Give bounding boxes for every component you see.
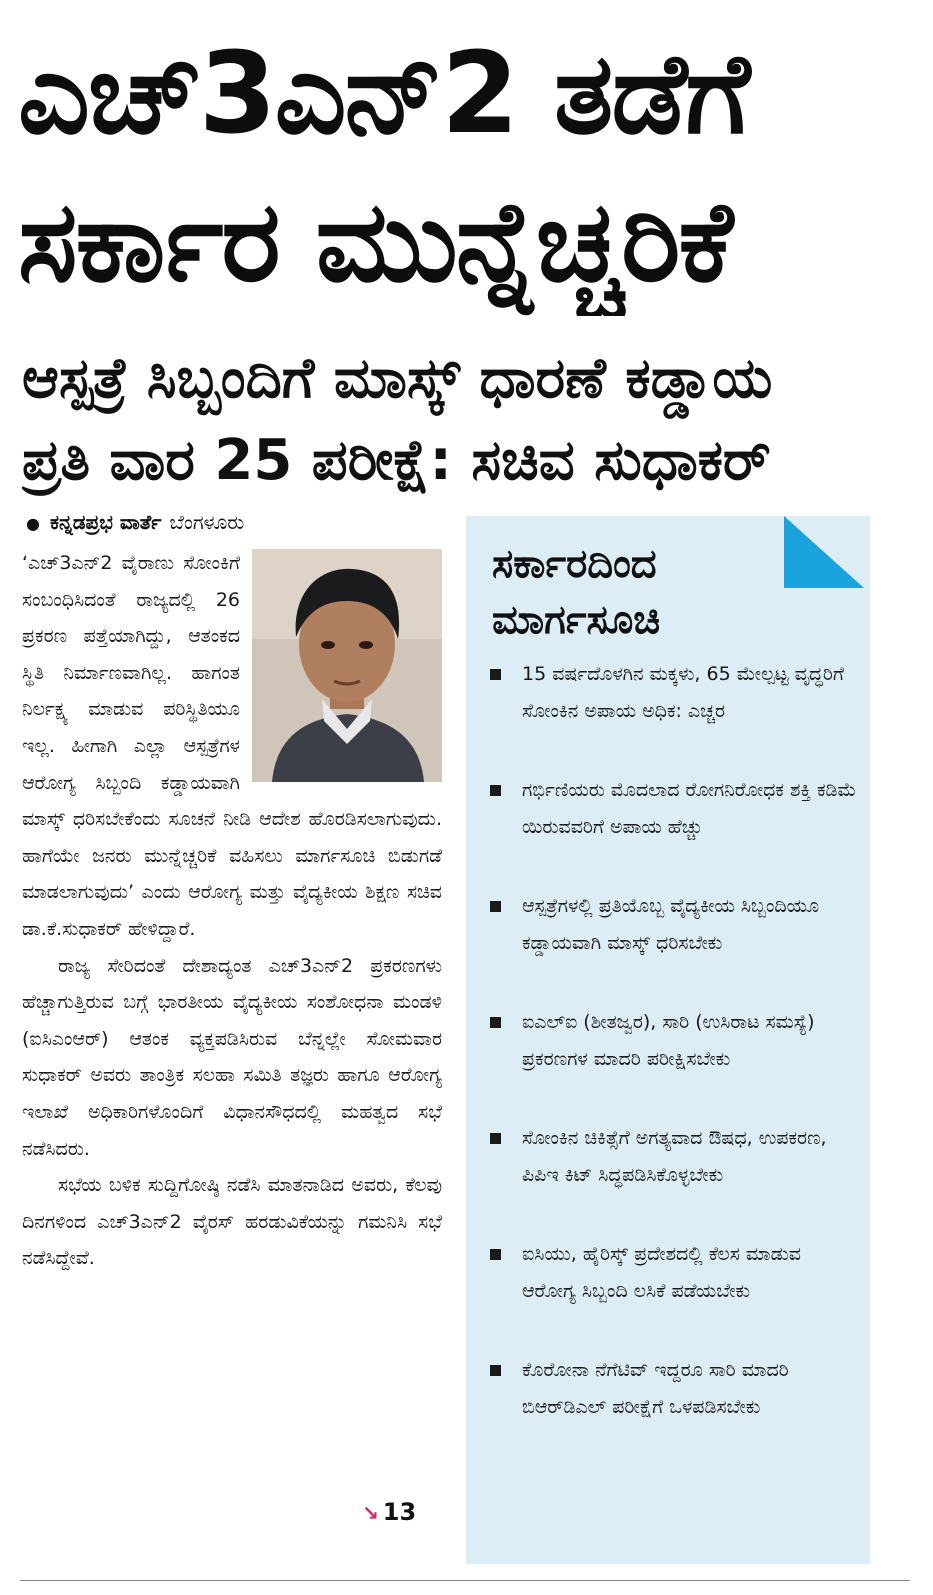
guideline-item (490, 772, 860, 882)
square-bullet-icon (490, 1249, 501, 1260)
byline (26, 508, 446, 538)
article-paragraph-3: ಸಭೆಯ ಬಳಿಕ ಸುದ್ದಿಗೋಷ್ಠಿ ನಡೆಸಿ ಮಾತನಾಡಿದ ಅವರು, ಕೆಲವು ದಿನಗಳಿಂದ ಎಚ್3ಎನ್2 ವೈರಸ್ ಹರಡುವಿಕೆಯನ್ನು ಗಮನಿಸಿ ಸಭೆ ನಡೆಸಿದ್ದೇವೆ. (22, 1174, 442, 1270)
square-bullet-icon (490, 1133, 501, 1144)
guideline-text: ಐಸಿಯು, ಹೈರಿಸ್ಕ್ ಪ್ರದೇಶದಲ್ಲಿ ಕೆಲಸ ಮಾಡುವ ಆರೋಗ್ಯ ಸಿಬ್ಬಂದಿ ಲಸಿಕೆ ಪಡೆಯಬೇಕು (522, 1243, 801, 1302)
guideline-text: ಗರ್ಭಿಣಿಯರು ಮೊದಲಾದ ರೋಗನಿರೋಧಕ ಶಕ್ತಿ ಕಡಿಮೆ ಯಿರುವವರಿಗೆ ಅಪಾಯ ಹೆಚ್ಚು (522, 779, 857, 838)
guideline-text: ಕೊರೋನಾ ನೆಗೆಟಿವ್ ಇದ್ದರೂ ಸಾರಿ ಮಾದರಿ ಬಿಆರ್‌ಡಿಎಲ್ ಪರೀಕ್ಷೆಗೆ ಒಳಪಡಿಸಬೇಕು (522, 1359, 789, 1418)
guideline-item (490, 656, 860, 766)
arrow-icon: ↘ (362, 1501, 379, 1525)
guidelines-title: ಸರ್ಕಾರದಿಂದ ಮಾರ್ಗಸೂಚಿ (492, 541, 661, 643)
guideline-text: ಆಸ್ಪತ್ರೆಗಳಲ್ಲಿ ಪ್ರತಿಯೊಬ್ಬ ವೈದ್ಯಕೀಯ ಸಿಬ್ಬಂದಿಯೂ ಕಡ್ಡಾಯವಾಗಿ ಮಾಸ್ಕ್ ಧರಿಸಬೇಕು (522, 895, 820, 954)
square-bullet-icon (490, 1017, 501, 1028)
subheadline (22, 338, 922, 502)
square-bullet-icon (490, 901, 501, 912)
article-paragraph-1: ‘ಎಚ್3ಎನ್2 ವೈರಾಣು ಸೋಂಕಿಗೆ ಸಂಬಂಧಿಸಿದಂತೆ ರಾಜ್ಯದಲ್ಲಿ 26 ಪ್ರಕರಣ ಪತ್ತೆಯಾಗಿದ್ದು, ಆತಂಕದ ಸ್ಥಿತಿ ನಿರ್ಮಾಣವಾಗಿಲ್ಲ. ಹಾಗಂತ ನಿರ್ಲಕ್ಷ್ಯ ಮಾಡುವ ಪರಿಸ್ಥಿತಿಯೂ ಇಲ್ಲ. ಹೀಗಾಗಿ ಎಲ್ಲಾ ಆಸ್ಪತ್ರೆಗಳ ಆರೋಗ್ಯ ಸಿಬ್ಬಂದಿ ಕಡ್ಡಾಯವಾಗಿ ಮಾಸ್ಕ್ ಧರಿಸಬೇಕೆಂದು ಸೂಚನೆ ನೀಡಿ ಆದೇಶ ಹೊರಡಿಸಲಾಗುವುದು. ಹಾಗೆಯೇ ಜನರು ಮುನ್ನೆಚ್ಚರಿಕೆ ವಹಿಸಲು ಮಾರ್ಗಸೂಚಿ ಬಿಡುಗಡೆ ಮಾಡಲಾಗುವುದು’ ಎಂದು ಆರೋಗ್ಯ ಮತ್ತು ವೈದ್ಯಕೀಯ ಶಿಕ್ಷಣ ಸಚಿವ ಡಾ.ಕೆ.ಸುಧಾಕರ್ ಹೇಳಿದ್ದಾರೆ. (22, 552, 442, 940)
headline-line-1: ಎಚ್3ಎನ್2 ತಡೆಗೆ (18, 29, 749, 159)
guideline-item (490, 1004, 860, 1114)
byline-place: ಬೆಂಗಳೂರು (169, 510, 245, 534)
bottom-divider (20, 1580, 910, 1581)
person-portrait-icon (252, 549, 442, 782)
guideline-item (490, 1236, 860, 1346)
guidelines-list (490, 656, 860, 1468)
continued-page-number: 13 (382, 1498, 417, 1526)
guidelines-box (466, 516, 870, 1564)
headline-line-2: ಸರ್ಕಾರ ಮುನ್ನೆಚ್ಚರಿಕೆ (18, 177, 732, 307)
guideline-item (490, 1352, 860, 1462)
continued-on-page (362, 1498, 416, 1526)
square-bullet-icon (490, 1365, 501, 1376)
guideline-item (490, 1120, 860, 1230)
subheadline-line-2: ಪ್ರತಿ ವಾರ 25 ಪರೀಕ್ಷೆ: ಸಚಿವ ಸುಧಾಕರ್ (22, 428, 771, 493)
bullet-icon: ● (26, 513, 40, 533)
guideline-item (490, 888, 860, 998)
subheadline-line-1: ಆಸ್ಪತ್ರೆ ಸಿಬ್ಬಂದಿಗೆ ಮಾಸ್ಕ್ ಧಾರಣೆ ಕಡ್ಡಾಯ (22, 346, 773, 411)
byline-paper: ಕನ್ನಡಪ್ರಭ ವಾರ್ತೆ (49, 510, 162, 534)
guideline-text: 15 ವರ್ಷದೊಳಗಿನ ಮಕ್ಕಳು, 65 ಮೇಲ್ಪಟ್ಟ ವೃದ್ಧರಿಗೆ ಸೋಂಕಿನ ಅಪಾಯ ಅಧಿಕ: ಎಚ್ಚರ (522, 663, 844, 722)
corner-triangle-icon (784, 516, 864, 588)
guideline-text: ಐಎಲ್ಐ (ಶೀತಜ್ವರ), ಸಾರಿ (ಉಸಿರಾಟ ಸಮಸ್ಯೆ) ಪ್ರಕರಣಗಳ ಮಾದರಿ ಪರೀಕ್ಷಿಸಬೇಕು (522, 1011, 815, 1070)
article-paragraph-2: ರಾಜ್ಯ ಸೇರಿದಂತೆ ದೇಶಾದ್ಯಂತ ಎಚ್3ಎನ್2 ಪ್ರಕರಣಗಳು ಹೆಚ್ಚಾಗುತ್ತಿರುವ ಬಗ್ಗೆ ಭಾರತೀಯ ವೈದ್ಯಕೀಯ ಸಂಶೋಧನಾ ಮಂಡಳಿ (ಐಸಿಎಂಆರ್) ಆತಂಕ ವ್ಯಕ್ತಪಡಿಸಿರುವ ಬೆನ್ನಲ್ಲೇ ಸೋಮವಾರ ಸುಧಾಕರ್ ಅವರು ತಾಂತ್ರಿಕ ಸಲಹಾ ಸಮಿತಿ ತಜ್ಞರು ಹಾಗೂ ಆರೋಗ್ಯ ಇಲಾಖೆ ಅಧಿಕಾರಿಗಳೊಂದಿಗೆ ವಿಧಾನಸೌಧದಲ್ಲಿ ಮಹತ್ವದ ಸಭೆ ನಡೆಸಿದರು. (22, 954, 442, 1160)
square-bullet-icon (490, 785, 501, 796)
guideline-text: ಸೋಂಕಿನ ಚಿಕಿತ್ಸೆಗೆ ಅಗತ್ಯವಾದ ಔಷಧ, ಉಪಕರಣ, ಪಿಪಿಇ ಕಿಟ್ ಸಿದ್ಧಪಡಿಸಿಕೊಳ್ಳಬೇಕು (522, 1127, 827, 1186)
square-bullet-icon (490, 669, 501, 680)
article-body (22, 545, 442, 1277)
headline (18, 20, 918, 316)
minister-photo (252, 549, 442, 782)
